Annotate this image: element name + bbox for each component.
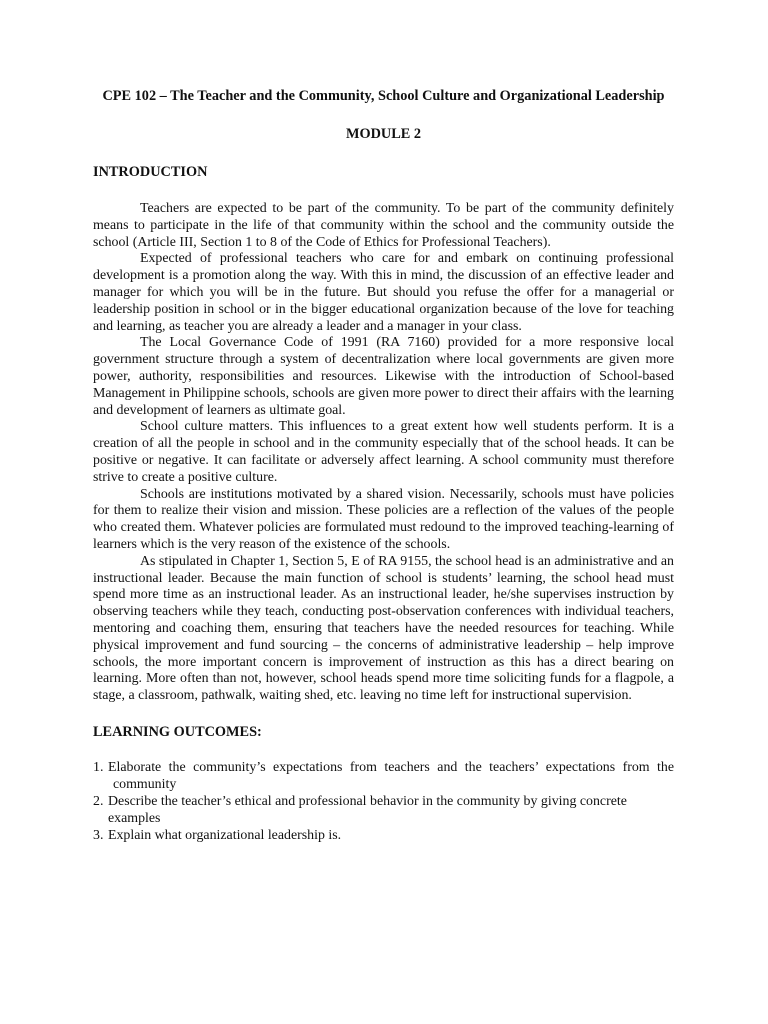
list-item-text: Describe the teacher’s ethical and professional behavior in the community by giving concrete examples bbox=[108, 793, 627, 826]
list-item bbox=[93, 759, 674, 793]
list-item bbox=[93, 793, 674, 827]
intro-paragraph-2: Expected of professional teachers who care for and embark on continuing professional development is a promotion along the way. With this in mind, the discussion of an effective leader and manager for which you will be in the future. But should you refuse the offer for a managerial or leadership position in school or in the bigger educational organization because of the love for teaching and learning, as teacher you are already a leader and a manager in your class. bbox=[93, 251, 674, 334]
intro-paragraph-5: Schools are institutions motivated by a shared vision. Necessarily, schools must have policies for them to realize their vision and mission. These policies are a reflection of the values of the people who created them. Whatever policies are formulated must redound to the improved teaching-learning of learners which is the very reason of the existence of the schools. bbox=[93, 486, 674, 552]
list-item-number: 2. bbox=[93, 793, 104, 809]
list-item-number: 3. bbox=[93, 827, 104, 843]
module-label: MODULE 2 bbox=[345, 126, 422, 142]
document-page bbox=[93, 88, 674, 844]
introduction-heading: INTRODUCTION bbox=[93, 164, 208, 180]
learning-outcomes-heading: LEARNING OUTCOMES: bbox=[93, 723, 262, 740]
introduction-body bbox=[93, 201, 674, 705]
intro-paragraph-1: Teachers are expected to be part of the community. To be part of the community definitely means to participate in the life of that community within the school and the community outside the school (Article III, Section 1 to 8 of the Code of Ethics for Professional Teachers). bbox=[93, 201, 674, 250]
list-item-text: Elaborate the community’s expectations from teachers and the teachers’ expectations from the community bbox=[108, 759, 674, 792]
list-item-number: 1. bbox=[93, 759, 104, 775]
list-item-text: Explain what organizational leadership is. bbox=[108, 827, 342, 843]
learning-outcomes-list bbox=[93, 759, 674, 844]
intro-paragraph-4: School culture matters. This influences to a great extent how well students perform. It is a creation of all the people in school and in the community especially that of the school heads. It can be positive or negative. It can facilitate or adversely affect learning. A school community must therefore strive to create a positive culture. bbox=[93, 419, 674, 485]
document-title: CPE 102 – The Teacher and the Community, School Culture and Organizational Leadership bbox=[102, 88, 665, 104]
intro-paragraph-6: As stipulated in Chapter 1, Section 5, E of RA 9155, the school head is an administrative and an instructional leader. Because the main function of school is students’ learning, the school head must spend more time as an instructional leader. As an instructional leader, he/she supervises instruction by observing teachers while they teach, conducting post-observation conferences with individual teachers, mentoring and coaching them, ensuring that teachers have the needed resources for teaching. While physical improvement and fund sourcing – the concerns of administrative leadership – help improve schools, the more important concern is improvement of instruction as this has a direct bearing on learning. More often than not, however, school heads spend more time soliciting funds for a flagpole, a stage, a classroom, pathwalk, waiting shed, etc. leaving no time left for instructional supervision. bbox=[93, 553, 674, 704]
list-item bbox=[93, 827, 674, 844]
intro-paragraph-3: The Local Governance Code of 1991 (RA 7160) provided for a more responsive local government structure through a system of decentralization where local governments are given more power, authority, responsibilities and resources. Likewise with the introduction of School-based Management in Philippine schools, schools are given more power to direct their affairs with the learning and development of learners as ultimate goal. bbox=[93, 335, 674, 418]
